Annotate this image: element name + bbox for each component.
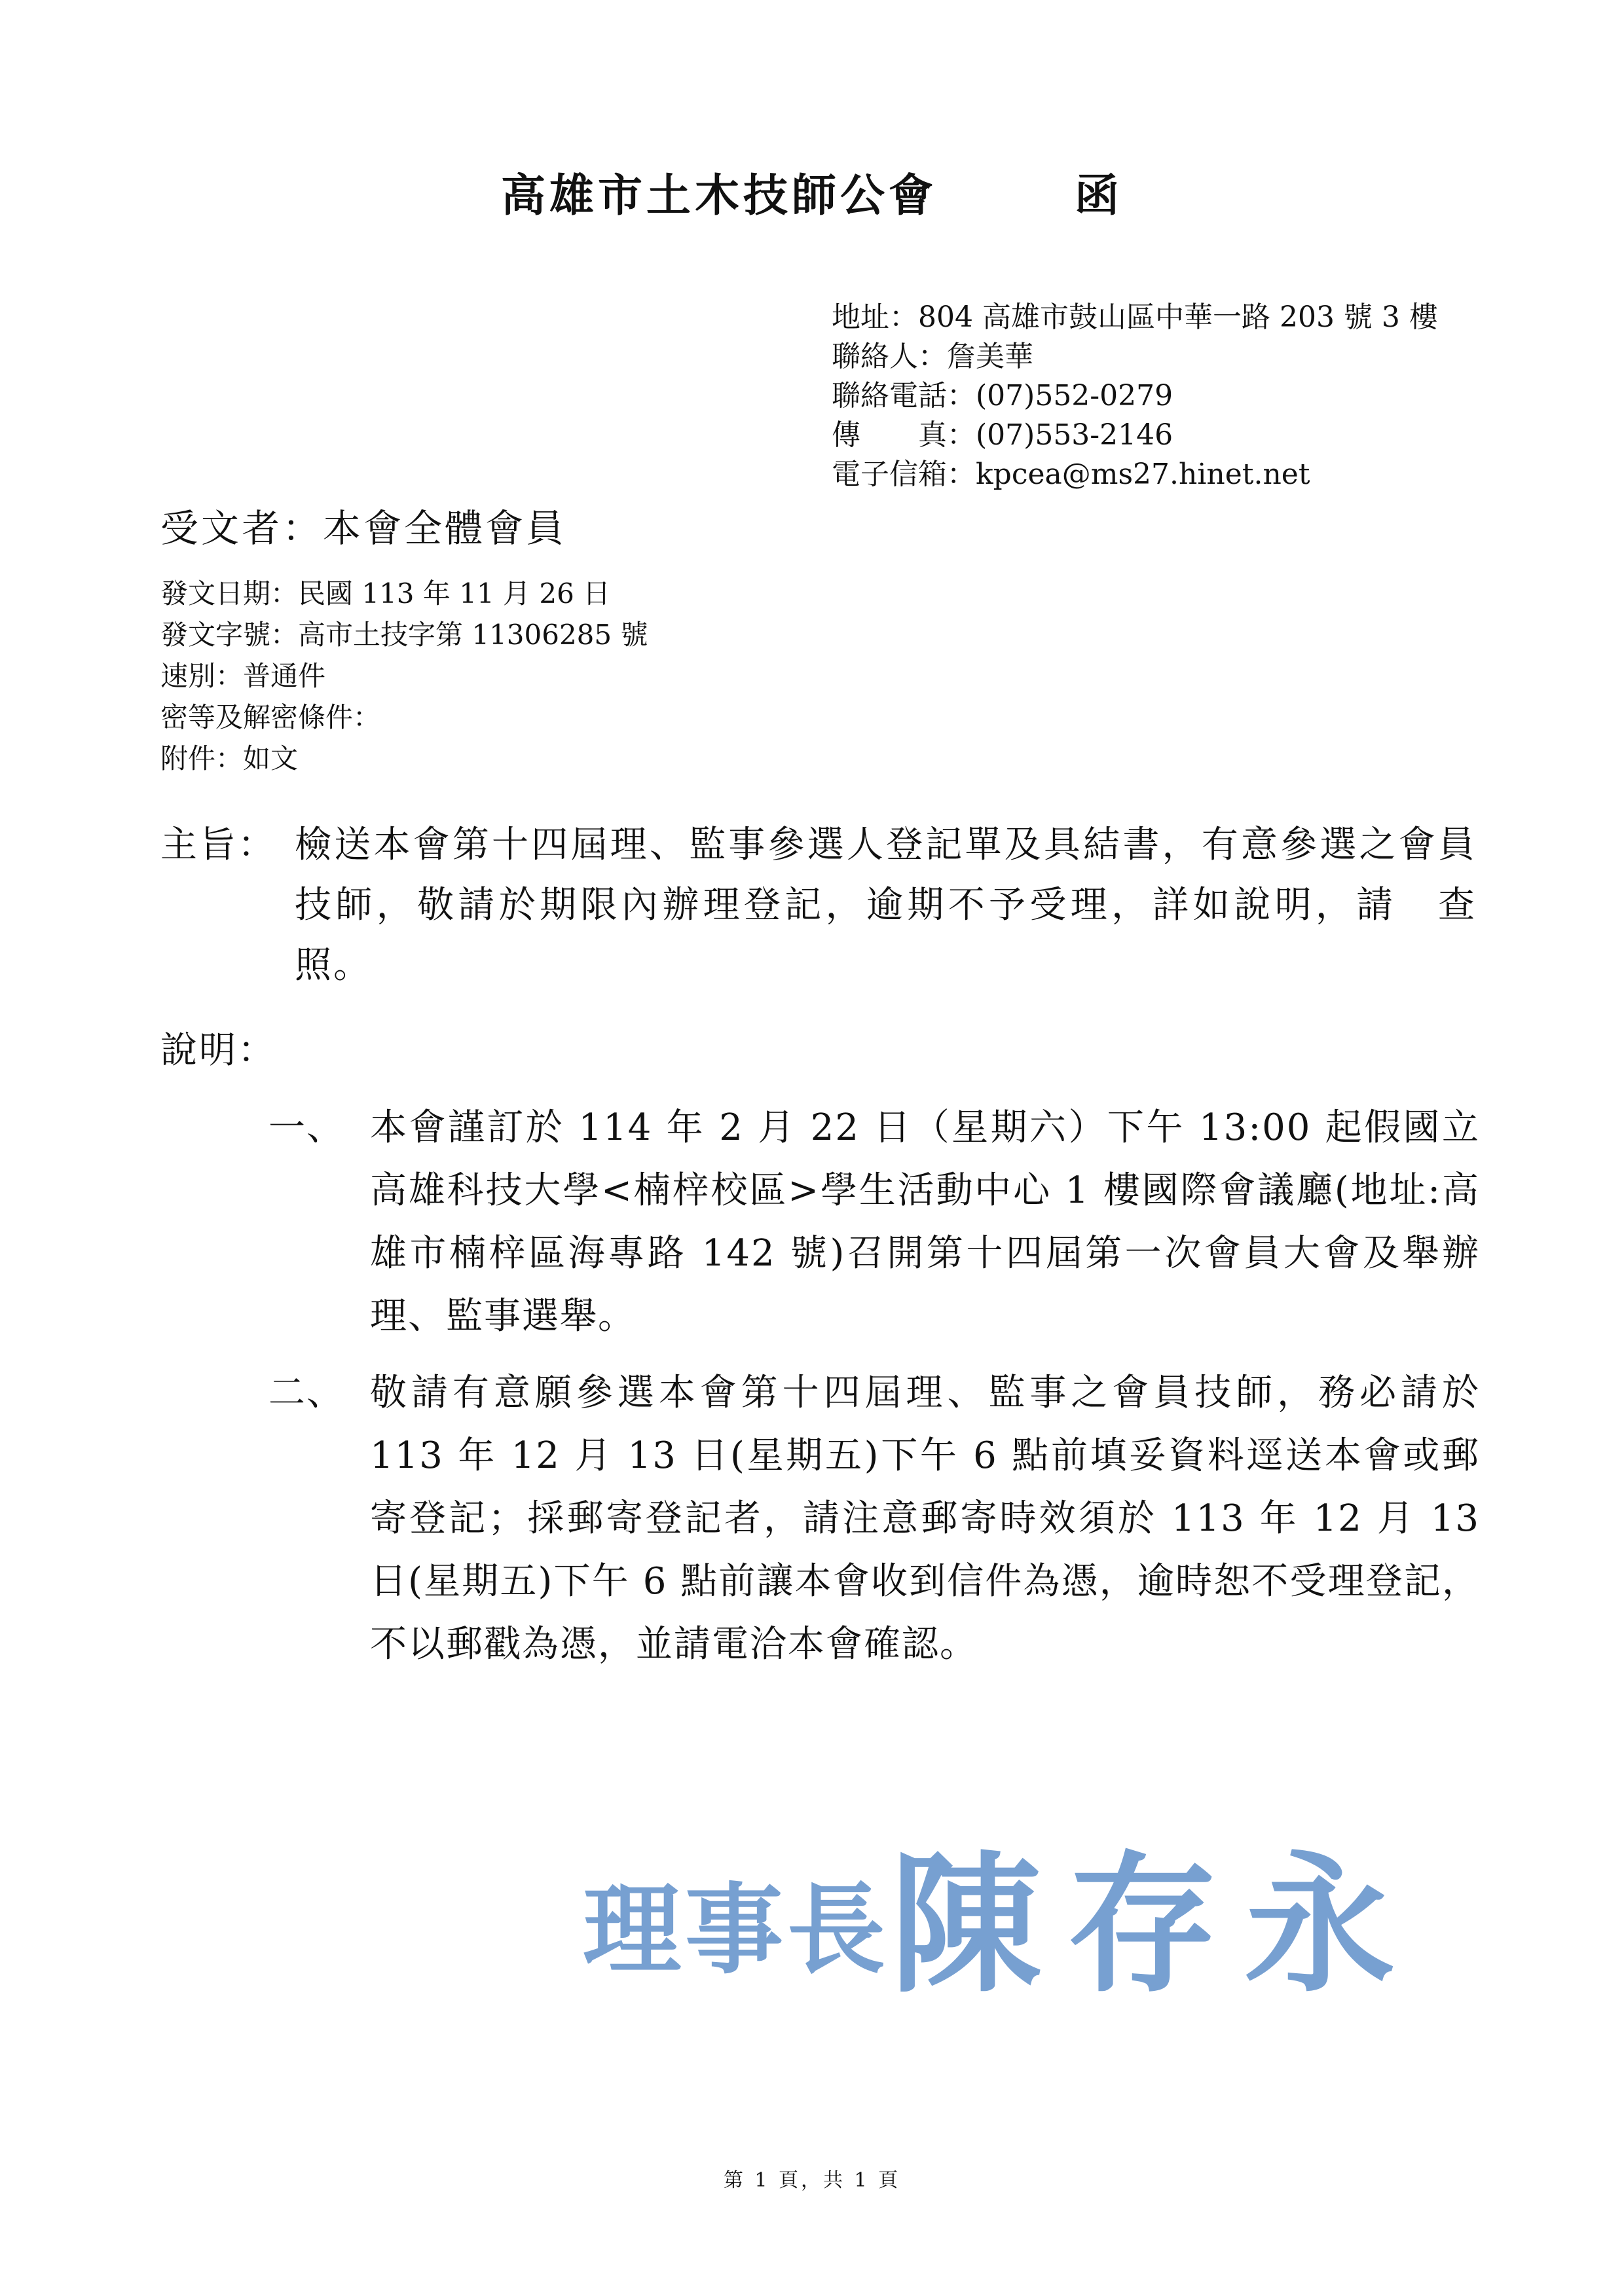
signature-title: 理事長 (583, 1872, 890, 1988)
item-text: 本會謹訂於 114 年 2 月 22 日（星期六）下午 13:00 起假國立高雄科技大學<楠梓校區>學生活動中心 1 樓國際會議廳(地址:高雄市楠梓區海專路 142 號)召開第十四屆第一次會員大會及舉辦理、監事選舉。 (370, 1106, 1480, 1338)
document-header (0, 160, 1624, 224)
subject-section (160, 815, 1477, 996)
contact-phone: 聯絡電話：(07)552-0279 (832, 379, 1173, 412)
contact-info (832, 298, 1438, 494)
organization-name: 高雄市土木技師公會 (500, 170, 937, 222)
document-meta (160, 573, 648, 779)
subject-label: 主旨： (160, 824, 276, 866)
document-type: 函 (1075, 170, 1124, 222)
subject-text: 檢送本會第十四屆理、監事參選人登記單及具結書，有意參選之會員技師，敬請於期限內辦理登記，逾期不予受理，詳如說明，請 查照。 (295, 824, 1477, 987)
explanation-item (268, 1362, 1480, 1676)
chairman-signature-stamp (583, 1827, 1447, 2023)
recipient: 受文者：本會全體會員 (160, 506, 567, 551)
item-number: 二、 (268, 1372, 344, 1414)
delivery-speed: 速別：普通件 (160, 660, 326, 692)
item-number: 一、 (268, 1106, 344, 1149)
contact-email: 電子信箱：kpcea@ms27.hinet.net (832, 458, 1310, 491)
issue-date: 發文日期：民國 113 年 11 月 26 日 (160, 577, 611, 610)
contact-fax: 傳 真：(07)553-2146 (832, 418, 1173, 452)
explanation-item (268, 1097, 1480, 1348)
document-number: 發文字號：高市土技字第 11306285 號 (160, 619, 648, 651)
signature-name: 陳存永 (891, 1836, 1422, 2013)
classification: 密等及解密條件： (160, 701, 381, 733)
contact-person: 聯絡人：詹美華 (832, 340, 1033, 373)
item-text: 敬請有意願參選本會第十四屆理、監事之會員技師，務必請於 113 年 12 月 13 日(星期五)下午 6 點前填妥資料逕送本會或郵寄登記；採郵寄登記者，請注意郵寄時效須於 113 年 12 月 13 日(星期五)下午 6 點前讓本會收到信件為憑，逾時恕不受理登記，不以郵戳為憑，並請電洽本會確認。 (370, 1372, 1481, 1666)
explanation-label: 說明： (160, 1029, 276, 1072)
page-footer: 第 1 頁，共 1 頁 (723, 2169, 901, 2192)
contact-address: 地址：804 高雄市鼓山區中華一路 203 號 3 樓 (832, 301, 1438, 334)
attachment: 附件：如文 (160, 742, 299, 774)
